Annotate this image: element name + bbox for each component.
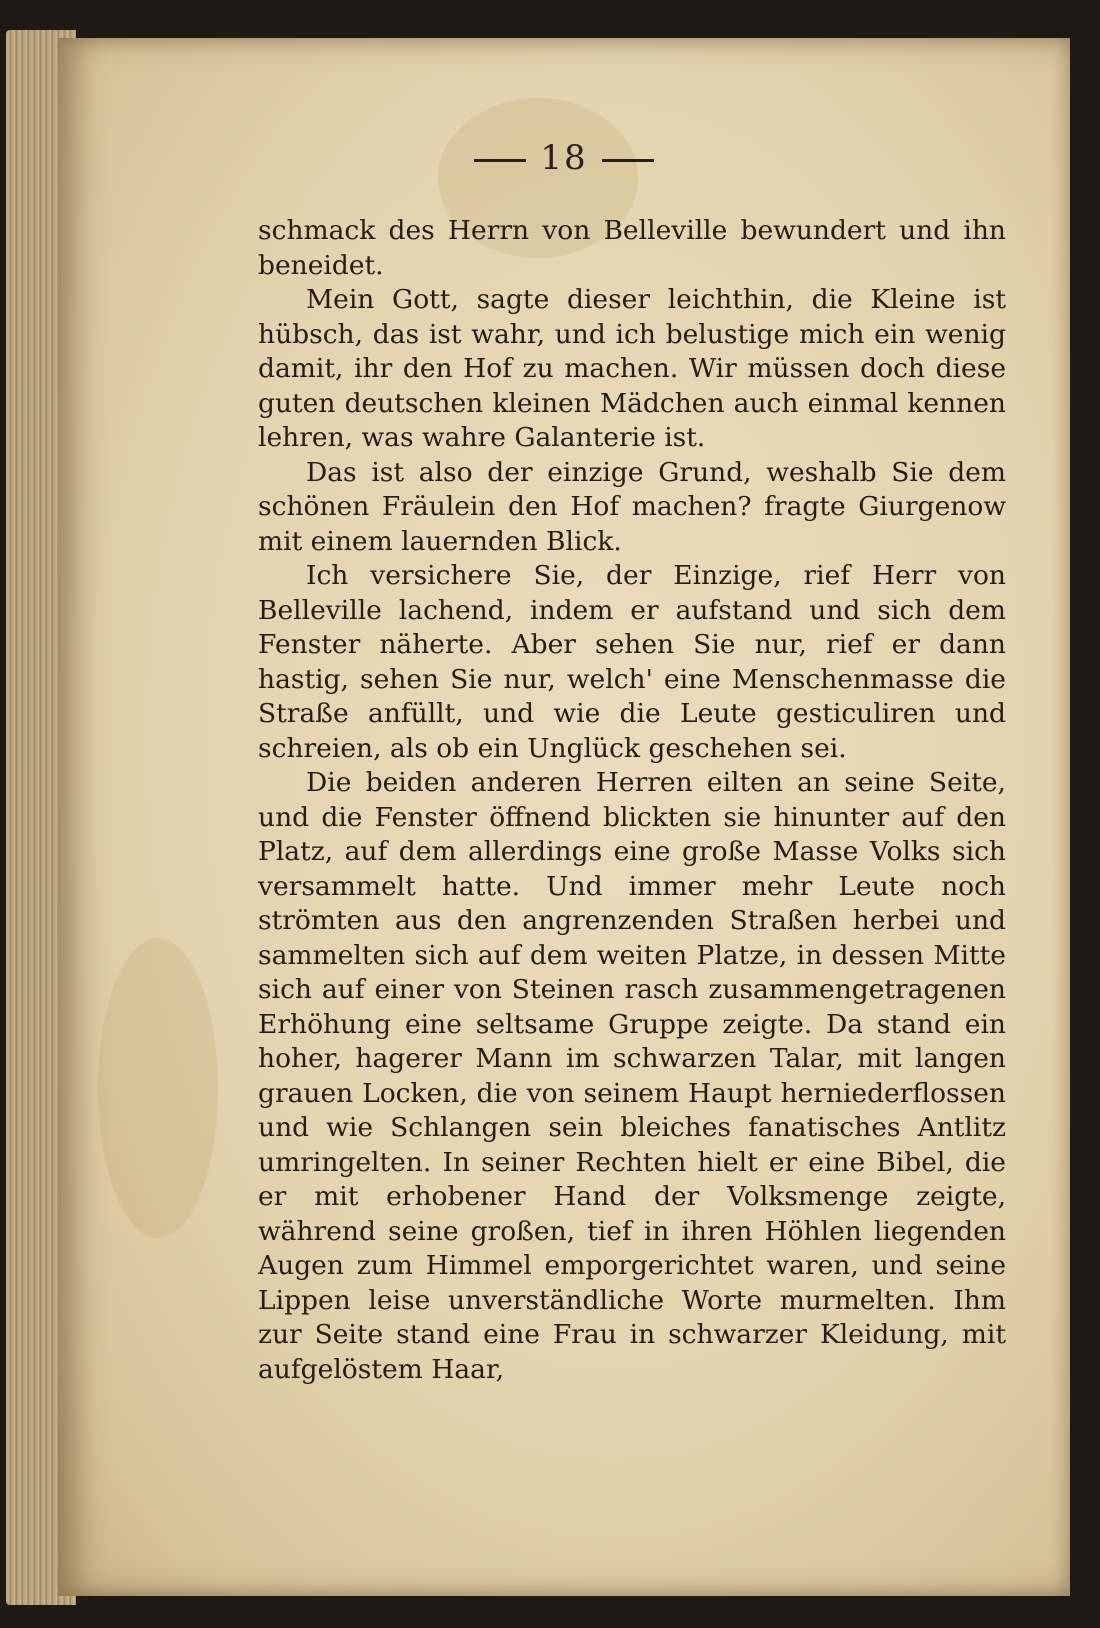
paragraph: schmack des Herrn von Belleville bewundert und ihn beneidet. [258,215,1006,281]
paragraph: Ich versichere Sie, der Einzige, rief Herr von Belleville lachend, indem er aufstand und sich dem Fenster näherte. Aber sehen Sie nur, rief er dann hastig, sehen Sie nur, welch' eine Menschenmasse die Straße anfüllt, und wie die Leute gesticuliren und schreien, als ob ein Unglück geschehen sei. [258,560,1006,764]
header-dash-right [602,159,654,162]
header-dash-left [474,159,526,162]
page-number: 18 [540,138,588,178]
paragraph: Das ist also der einzige Grund, weshalb Sie dem schönen Fräulein den Hof machen? fragte Giurgenow mit einem lauernden Blick. [258,456,1006,557]
paragraph: Die beiden anderen Herren eilten an seine Seite, und die Fenster öffnend blickten sie hinunter auf den Platz, auf dem allerdings eine große Masse Volks sich versammelt hatte. Und immer mehr Leute noch strömten aus den angrenzenden Straßen herbei und sammelten sich auf dem weiten Platze, in dessen Mitte sich auf einer von Steinen rasch zusammengetragenen Erhöhung eine seltsame Gruppe zeigte. Da stand ein hoher, hagerer Mann im schwarzen Talar, mit langen grauen Locken, die von seinem Haupt herniederflossen und wie Schlangen sein bleiches fanatisches Antlitz umringelten. In seiner Rechten hielt er eine Bibel, die er mit erhobener Hand der Volksmenge zeigte, während seine großen, tief in ihren Höhlen liegenden Augen zum Himmel emporgerichtet waren, und seine Lippen leise unverständliche Worte murmelten. Ihm zur Seite stand eine Frau in schwarzer Kleidung, mit aufgelöstem Haar, [258,767,1006,1385]
paragraph: Mein Gott, sagte dieser leichthin, die Kleine ist hübsch, das ist wahr, und ich belustige mich ein wenig damit, ihr den Hof zu machen. Wir müssen doch diese guten deutschen kleinen Mädchen auch einmal kennen lehren, was wahre Galanterie ist. [258,284,1006,453]
page-header [58,138,1070,178]
paper-stain [98,938,218,1238]
body-text [258,214,1006,1387]
